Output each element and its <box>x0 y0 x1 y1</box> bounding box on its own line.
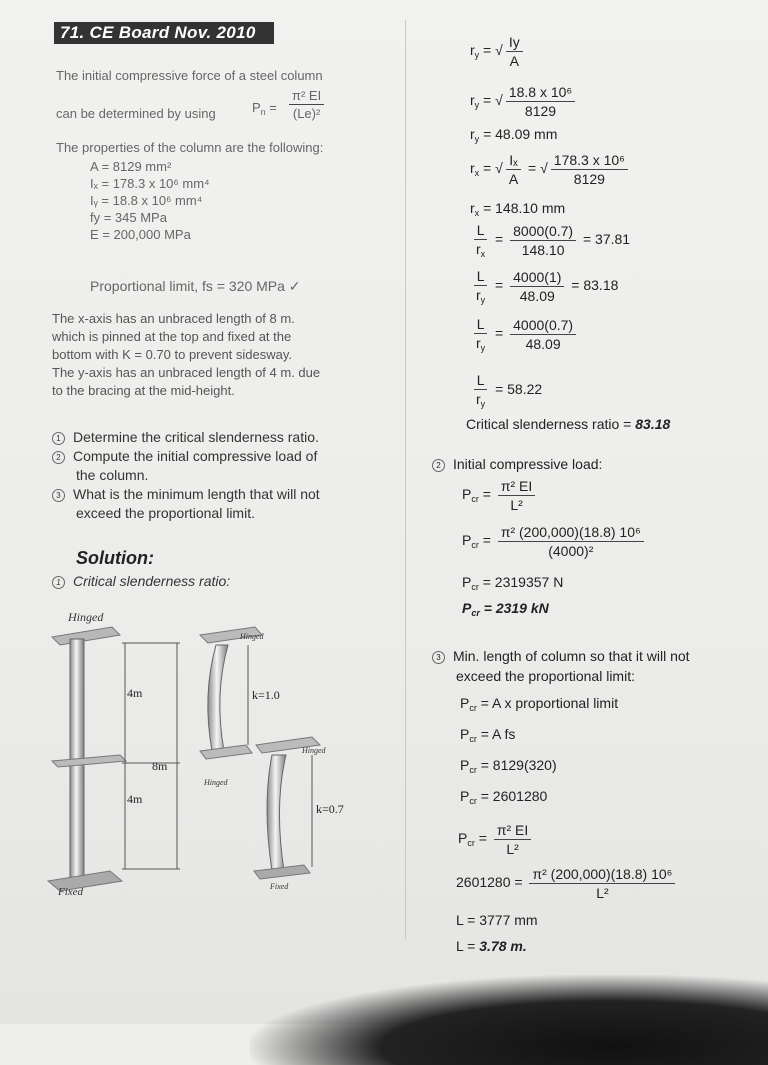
p-line: $P_{cr} = A$ fs <box>460 726 516 744</box>
ratio-4: $\frac{L}{r_y}$ = 58.22 <box>470 372 542 409</box>
pcr-kilonewtons: $P_{cr} = 2319$ kN <box>462 600 549 618</box>
label-8m: 8m <box>152 759 168 773</box>
questions <box>52 428 320 523</box>
solution-heading: Solution: <box>76 548 154 568</box>
question-3 <box>52 485 320 504</box>
p-line-text: = 2601280 <box>480 788 548 804</box>
question-1 <box>52 428 320 447</box>
intro-frac-den: (Le)² <box>292 106 321 121</box>
eq-den: L² <box>596 885 609 901</box>
rx-result-value: = 148.10 mm <box>483 200 566 216</box>
length-m <box>456 938 527 954</box>
question-2-cont: the column. <box>76 467 149 483</box>
ratio4-result: = 58.22 <box>495 381 543 398</box>
step2-heading: 2 Initial compressive load: <box>432 456 602 472</box>
column-figure <box>40 605 370 905</box>
pcr-val-den: (4000)² <box>548 543 594 559</box>
bottom-shadow <box>250 975 768 1065</box>
properties-heading: The properties of the column are the following: <box>56 140 324 155</box>
ry-result-value: = 48.09 mm <box>483 126 558 142</box>
p-line: $P_{cr} = 2601280$ <box>460 788 548 806</box>
property-item: E = 200,000 MPa <box>90 227 191 242</box>
label-fixed-2: Fixed <box>270 882 289 891</box>
rx-result: $r_x = 148.10$ mm <box>470 200 566 218</box>
label-hinged-x: Hinged <box>302 746 326 755</box>
question-number: 2 <box>52 451 65 464</box>
property-item: A = 8129 mm² <box>90 159 172 174</box>
length-m-prefix: L = <box>456 938 480 954</box>
column-2 <box>208 645 228 751</box>
question-text: Compute the initial compressive load of <box>73 448 318 464</box>
property-item: fy = 345 MPa <box>90 210 167 225</box>
ratio1-num: 8000(0.7) <box>510 223 576 241</box>
pcr-formula-num: π² EI <box>498 478 535 496</box>
column-3 <box>267 755 286 871</box>
ratio1-result: = 37.81 <box>582 231 631 248</box>
description-line: The x-axis has an unbraced length of 8 m. <box>52 311 295 326</box>
pcr-kn-value: = 2319 kN <box>483 600 549 616</box>
question-3-cont: exceed the proportional limit. <box>76 505 255 521</box>
description-line: The y-axis has an unbraced length of 4 m. due <box>52 365 321 380</box>
pcr-val-num: π² (200,000)(18.8) 10⁶ <box>498 524 644 542</box>
ry-val-den: 8129 <box>524 103 557 119</box>
rx-val-den: 8129 <box>573 171 605 187</box>
rx-values: $r_x$ = √ $\frac{\text{Iₓ}}{A}$ = √ $\frac{\text{178.3 x 10⁶}}{8129}$ <box>470 152 631 187</box>
description-line: bottom with K = 0.70 to prevent sidesway. <box>52 347 293 362</box>
ratio-1: $\frac{L}{r_x}$ = $\frac{8000(0.7)}{148.10}$ = 37.81 <box>470 222 630 259</box>
description <box>52 310 320 400</box>
ry-values: $r_y$ = √ $\frac{\text{18.8 x 10⁶}}{8129}$ <box>470 84 578 119</box>
step3-line-2: exceed the proportional limit: <box>456 668 635 684</box>
p-line: $P_{cr} = 8129(320)$ <box>460 757 557 775</box>
ratio2-num: 4000(1) <box>510 269 564 287</box>
pcr-formula-den: L² <box>510 497 523 513</box>
ry-result: $r_y = 48.09$ mm <box>470 126 558 144</box>
critical-ratio-value: 83.18 <box>635 416 671 432</box>
length-m-value: 3.78 m. <box>479 938 527 954</box>
intro-line-1: The initial compressive force of a steel column <box>56 68 323 83</box>
ry-definition: $r_y$ = √ $\frac{Iy}{A}$ <box>470 34 526 69</box>
critical-ratio <box>466 416 670 432</box>
ry-def-den: A <box>509 53 519 69</box>
label-4m-bottom: 4m <box>127 792 143 806</box>
rx-val-num: 178.3 x 10⁶ <box>551 152 628 170</box>
critical-ratio-label: Critical slenderness ratio = <box>466 416 636 432</box>
pcr-n-value: = 2319357 N <box>482 574 564 590</box>
final-equation <box>456 866 678 901</box>
label-hinged-mid: Hinged <box>204 778 228 787</box>
label-4m-top: 4m <box>127 686 143 700</box>
ratio2-result: = 83.18 <box>571 277 619 294</box>
ry-def-num: Iy <box>506 34 523 52</box>
step3-line-1: Min. length of column so that it will not <box>453 648 690 664</box>
question-number: 1 <box>52 432 65 445</box>
pcr-values: $P_{cr}$ = $\frac{\text{π² (200,000)(18.8) 10⁶}}{\text{(4000)²}}$ <box>462 524 647 559</box>
ratio3-num: 4000(0.7) <box>510 317 576 335</box>
formula-p: P <box>252 100 261 115</box>
description-line: to the bracing at the mid-height. <box>52 383 235 398</box>
formula-sub: n <box>260 107 266 117</box>
eq-num: π² (200,000)(18.8) 10⁶ <box>529 866 675 884</box>
rx-den: A <box>508 171 519 187</box>
ratio-3: $\frac{L}{r_y}$ = $\frac{4000(0.7)}{48.09}$ <box>470 316 579 353</box>
pcr-formula: $P_{cr}$ = $\frac{\text{π² EI}}{\text{L²}}$ <box>462 478 538 513</box>
question-text: What is the minimum length that will not <box>73 486 320 502</box>
step2-title: Initial compressive load: <box>453 456 603 472</box>
property-item: Iₓ = 178.3 x 10⁶ mm⁴ <box>90 176 210 191</box>
step1-heading: 1 Critical slenderness ratio: <box>52 573 230 589</box>
problem-title: 71. CE Board Nov. 2010 <box>54 22 274 44</box>
length-mm: L = 3777 mm <box>456 912 538 928</box>
ratio1-den: 148.10 <box>521 242 565 258</box>
rx-num: Iₓ <box>506 152 520 170</box>
ratio-2: $\frac{L}{r_y}$ = $\frac{4000(1)}{48.09}$ = 83.18 <box>470 268 618 305</box>
label-k2: k=0.7 <box>316 802 344 816</box>
property-item: Iᵧ = 18.8 x 10⁶ mm⁴ <box>90 193 203 208</box>
intro-frac-num: π² EI <box>289 88 324 105</box>
pcr2-formula: $P_{cr}$ = $\frac{\text{π² EI}}{\text{L²}}$ <box>458 822 534 857</box>
p-line-text: = A fs <box>480 726 516 742</box>
question-2 <box>52 447 320 466</box>
eq-lhs: 2601280 = <box>456 874 523 891</box>
intro-formula: $P_n$ = <box>252 100 277 117</box>
p-line-text: = A x proportional limit <box>480 695 619 711</box>
label-hinged-y: Hinged <box>240 632 264 641</box>
ratio3-den: 48.09 <box>525 336 561 352</box>
properties-list <box>90 158 210 243</box>
question-number: 3 <box>52 489 65 502</box>
label-k1: k=1.0 <box>252 688 280 702</box>
top-plate <box>52 627 120 645</box>
p-line-text: = 8129(320) <box>480 757 557 773</box>
pcr2-num: π² EI <box>494 822 531 840</box>
proportional-limit: Proportional limit, fs = 320 MPa ✓ <box>90 278 301 294</box>
description-line: which is pinned at the top and fixed at the <box>52 329 292 344</box>
intro-fraction <box>286 88 327 121</box>
mid-brace <box>52 755 126 767</box>
column-divider <box>405 20 406 940</box>
label-hinged-top: Hinged <box>68 610 104 624</box>
label-fixed-bottom: Fixed <box>58 886 84 898</box>
pcr2-den: L² <box>506 841 519 857</box>
step3-heading: 3 Min. length of column so that it will not <box>432 648 690 664</box>
ratio2-den: 48.09 <box>519 288 555 304</box>
p-line: $P_{cr} = A$ x proportional limit <box>460 695 619 713</box>
p-lines <box>460 690 618 814</box>
pcr-newtons: $P_{cr} = 2319357$ N <box>462 574 564 592</box>
col2-bottom-plate <box>200 745 252 759</box>
intro-line-2: can be determined by using <box>56 106 216 121</box>
question-text: Determine the critical slenderness ratio. <box>73 429 319 445</box>
ry-val-num: 18.8 x 10⁶ <box>506 84 575 102</box>
step1-label: Critical slenderness ratio: <box>73 573 231 589</box>
